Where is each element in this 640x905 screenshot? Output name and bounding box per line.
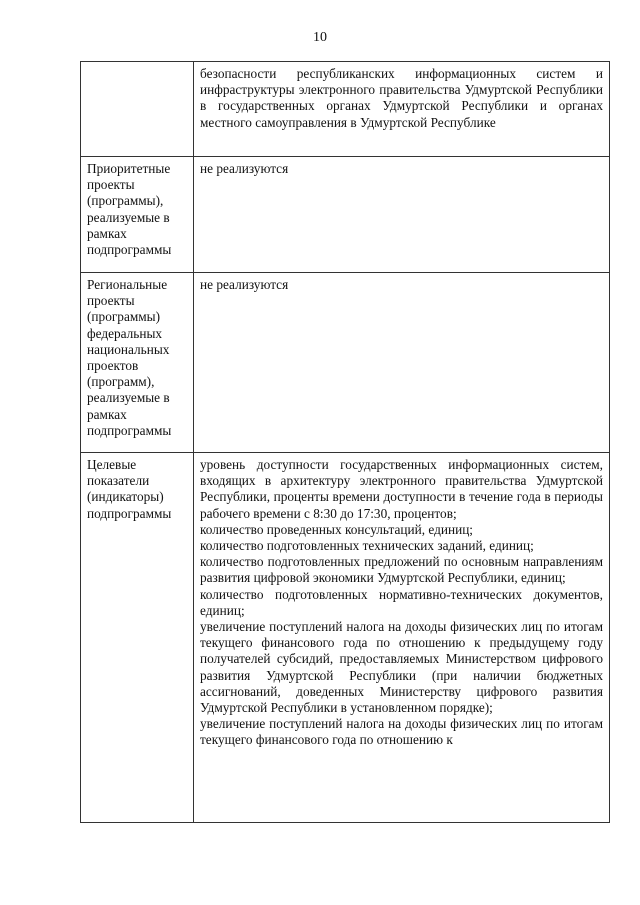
- table-row: [81, 157, 610, 273]
- row-content: [194, 62, 610, 157]
- row-content: [194, 157, 610, 273]
- table-row: [81, 62, 610, 157]
- table-row: [81, 453, 610, 823]
- page-number: 10: [313, 30, 327, 45]
- indicator-item: количество подготовленных нормативно-технических документов, единиц;: [200, 586, 603, 618]
- row-content: [194, 453, 610, 823]
- row-label: Приоритетные проекты (программы), реализуемые в рамках подпрограммы: [81, 157, 194, 273]
- content-paragraph: не реализуются: [200, 161, 289, 176]
- indicator-item: увеличение поступлений налога на доходы физических лиц по итогам текущего финансового года по отношению к предыдущему году получателей субсидий, предоставляемых Министерством цифрового развития Удмуртской Республики (при наличии бюджетных ассигнований, доведенных Министерству цифрового развития Удмуртской Республики в установленном порядке);: [200, 619, 603, 716]
- row-label: [81, 62, 194, 157]
- row-label: Целевые показатели (индикаторы) подпрограммы: [81, 453, 194, 823]
- subprogram-passport-table: [80, 61, 610, 823]
- indicator-item: количество подготовленных предложений по основным направлениям развития цифровой экономики Удмуртской Республики, единиц;: [200, 554, 603, 586]
- content-paragraph: безопасности республиканских информационных систем и инфраструктуры электронного правительства Удмуртской Республики в государственных органах Удмуртской Республики и органах местного самоуправления в Удмуртской Республике: [200, 66, 603, 130]
- indicator-item: количество подготовленных технических заданий, единиц;: [200, 538, 534, 554]
- content-paragraph: не реализуются: [200, 277, 289, 292]
- indicator-item: количество проведенных консультаций, единиц;: [200, 521, 474, 537]
- table-row: [81, 273, 610, 453]
- row-label: Региональные проекты (программы) федеральных национальных проектов (программ), реализуемые в рамках подпрограммы: [81, 273, 194, 453]
- indicator-item: увеличение поступлений налога на доходы физических лиц по итогам текущего финансового года по отношению к: [200, 716, 603, 748]
- row-content: [194, 273, 610, 453]
- indicator-item: уровень доступности государственных информационных систем, входящих в архитектуру электронного правительства Удмуртской Республики, проценты времени доступности в течение года в периоды рабочего времени с 8:30 до 17:30, процентов;: [200, 457, 603, 521]
